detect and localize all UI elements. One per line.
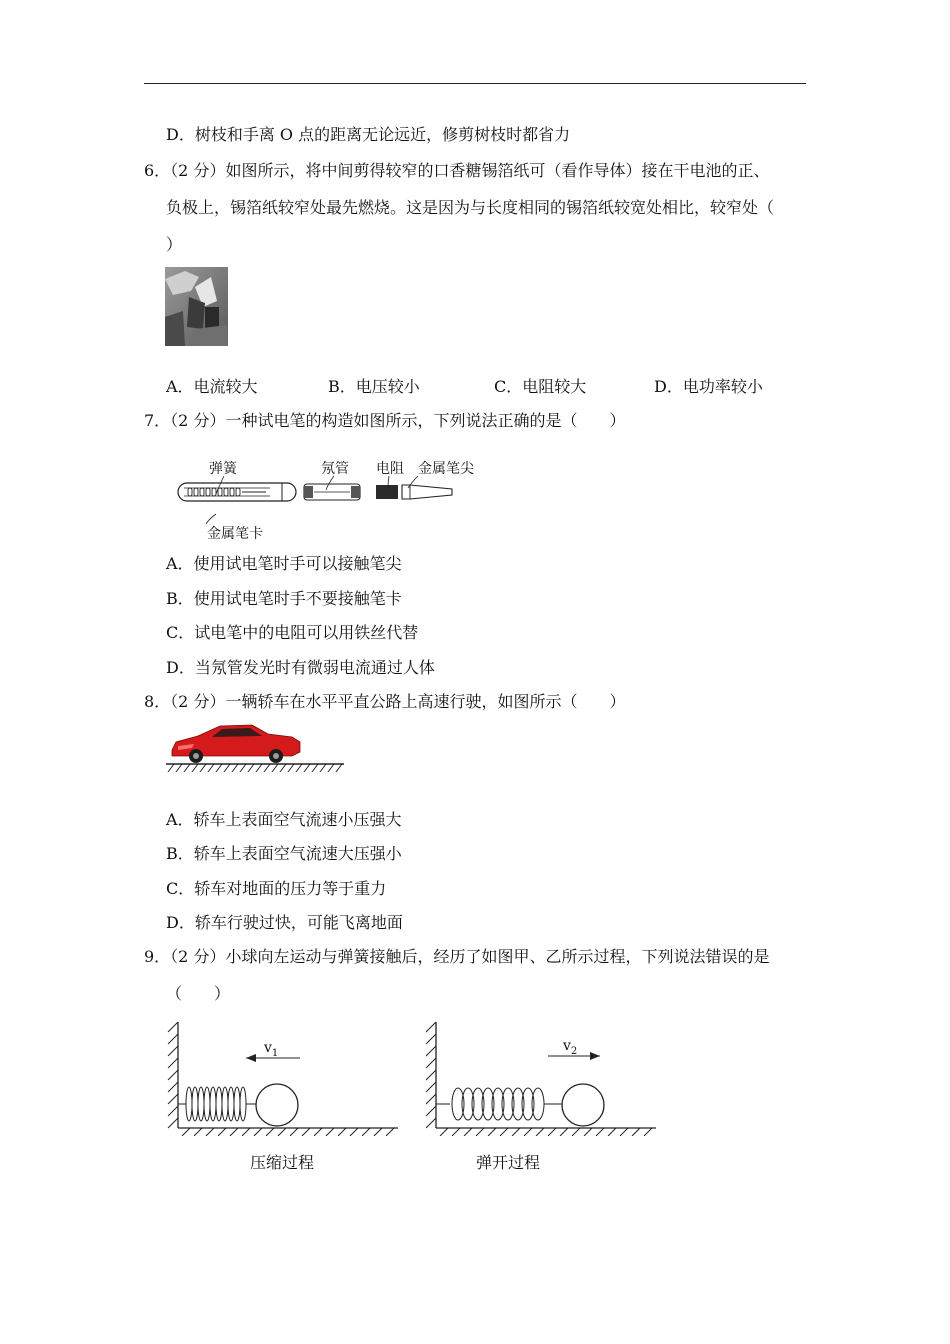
q6-stem-line2: 负极上，锡箔纸较窄处最先燃烧。这是因为与长度相同的锡箔纸较宽处相比，较窄处（ — [166, 198, 775, 217]
q7-stem: 7．（2 分）一种试电笔的构造如图所示，下列说法正确的是（ ） — [144, 411, 626, 430]
q8-stem: 8．（2 分）一辆轿车在水平平直公路上高速行驶，如图所示（ ） — [144, 692, 626, 711]
label-metal-clip: 金属笔卡 — [207, 526, 263, 542]
prev-option-d: D．树枝和手离 O 点的距离无论远近，修剪树枝时都省力 — [166, 125, 571, 144]
q8-option-b: B．轿车上表面空气流速大压强小 — [166, 844, 402, 863]
q8-option-c: C．轿车对地面的压力等于重力 — [166, 879, 387, 898]
label-resistor: 电阻 — [376, 461, 404, 477]
q8-option-a: A．轿车上表面空气流速小压强大 — [166, 810, 402, 829]
label-metal-tip: 金属笔尖 — [418, 461, 474, 477]
label-neon-tube: 氖管 — [321, 461, 349, 477]
q9-answer-paren: （ ） — [166, 984, 231, 1003]
spring-release-figure — [424, 1018, 658, 1136]
q6-stem-line3: ） — [166, 235, 183, 254]
label-spring: 弹簧 — [209, 461, 237, 477]
velocity-label-v2: $v_2$ — [563, 1038, 578, 1057]
q6-option-b: B．电压较小 — [328, 377, 420, 396]
caption-release: 弹开过程 — [476, 1153, 541, 1172]
q7-option-b: B．使用试电笔时手不要接触笔卡 — [166, 589, 402, 608]
q7-option-c: C．试电笔中的电阻可以用铁丝代替 — [166, 623, 419, 642]
q6-option-d: D．电功率较小 — [654, 377, 763, 396]
header-rule — [144, 83, 806, 84]
q6-option-a: A．电流较大 — [166, 377, 258, 396]
q7-option-a: A．使用试电笔时手可以接触笔尖 — [166, 554, 402, 573]
velocity-label-v1: $v_1$ — [264, 1040, 279, 1059]
caption-compression: 压缩过程 — [250, 1153, 315, 1172]
q6-option-c: C．电阻较大 — [494, 377, 587, 396]
car-on-road-figure — [164, 720, 346, 776]
q9-stem: 9．（2 分）小球向左运动与弹簧接触后，经历了如图甲、乙所示过程，下列说法错误的是 — [144, 947, 770, 966]
q8-option-d: D．轿车行驶过快，可能飞离地面 — [166, 913, 403, 932]
spring-compression-figure — [166, 1018, 400, 1136]
q6-stem-line1: 6．（2 分）如图所示，将中间剪得较窄的口香糖锡箔纸可（看作导体）接在干电池的正、 — [144, 161, 770, 180]
q7-option-d: D．当氖管发光时有微弱电流通过人体 — [166, 658, 435, 677]
q6-photo — [165, 267, 228, 346]
